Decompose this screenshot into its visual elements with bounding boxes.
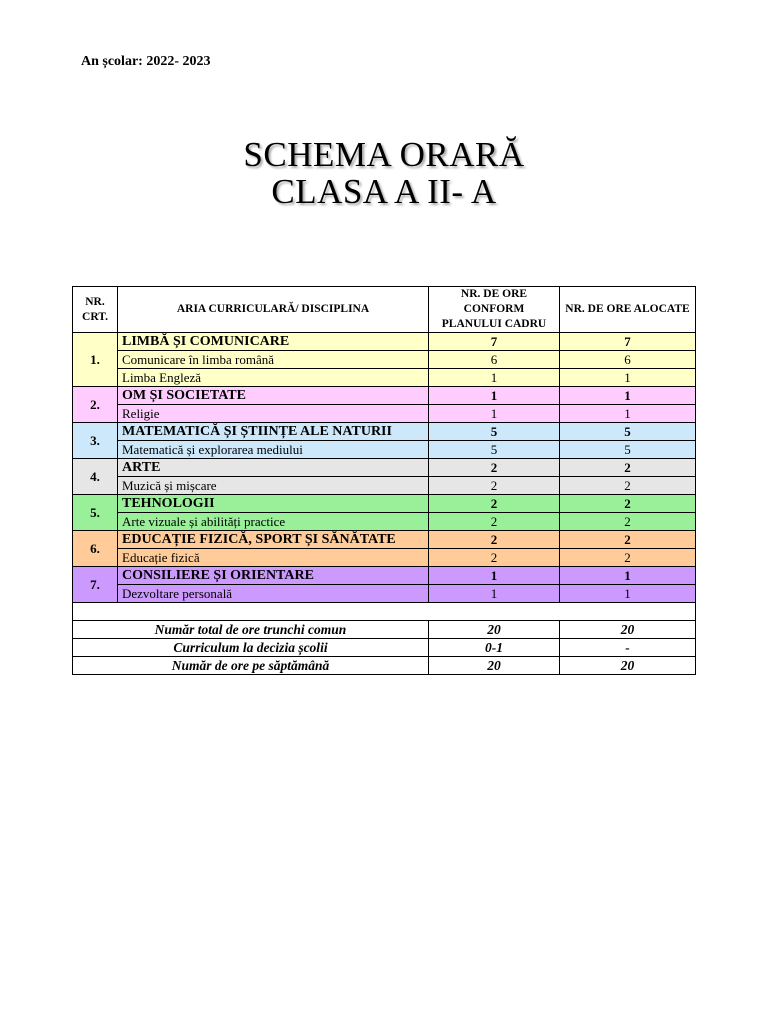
header-plan: NR. DE ORE CONFORM PLANULUI CADRU [429,287,560,333]
subject-row [73,513,696,531]
row-number: 4. [73,459,118,495]
row-number: 2. [73,387,118,423]
total-allocated-hours: - [560,639,696,657]
subject-row [73,441,696,459]
subject-allocated-hours: 1 [560,369,696,387]
total-allocated-hours: 20 [560,657,696,675]
area-row [73,531,696,549]
subject-name: Matematică și explorarea mediului [118,441,429,459]
total-plan-hours: 0-1 [429,639,560,657]
area-plan-hours: 7 [429,333,560,351]
total-row [73,621,696,639]
separator-cell [73,603,696,621]
header-nr: NR. CRT. [73,287,118,333]
area-row [73,423,696,441]
total-plan-hours: 20 [429,621,560,639]
subject-allocated-hours: 1 [560,585,696,603]
total-label: Număr total de ore trunchi comun [73,621,429,639]
schedule-table [72,286,696,675]
page-title [0,136,768,210]
area-allocated-hours: 2 [560,495,696,513]
school-year: An școlar: 2022- 2023 [81,54,211,69]
subject-allocated-hours: 2 [560,513,696,531]
total-label: Curriculum la decizia școlii [73,639,429,657]
area-name: OM ȘI SOCIETATE [118,387,429,405]
subject-name: Arte vizuale și abilități practice [118,513,429,531]
area-name: LIMBĂ ȘI COMUNICARE [118,333,429,351]
subject-allocated-hours: 2 [560,477,696,495]
header-allocated: NR. DE ORE ALOCATE [560,287,696,333]
area-allocated-hours: 1 [560,567,696,585]
subject-name: Dezvoltare personală [118,585,429,603]
subject-allocated-hours: 5 [560,441,696,459]
row-number: 3. [73,423,118,459]
area-row [73,387,696,405]
row-number: 7. [73,567,118,603]
subject-plan-hours: 1 [429,369,560,387]
row-number: 6. [73,531,118,567]
area-allocated-hours: 7 [560,333,696,351]
subject-plan-hours: 2 [429,549,560,567]
area-plan-hours: 5 [429,423,560,441]
area-plan-hours: 2 [429,459,560,477]
total-row [73,639,696,657]
area-row [73,495,696,513]
table-header-row [73,287,696,333]
subject-plan-hours: 1 [429,405,560,423]
subject-plan-hours: 2 [429,513,560,531]
subject-plan-hours: 1 [429,585,560,603]
header-area: ARIA CURRICULARĂ/ DISCIPLINA [118,287,429,333]
subject-row [73,351,696,369]
subject-plan-hours: 6 [429,351,560,369]
subject-name: Religie [118,405,429,423]
area-plan-hours: 1 [429,567,560,585]
row-number: 1. [73,333,118,387]
area-allocated-hours: 2 [560,459,696,477]
title-line-2: CLASA A II- A [271,172,497,211]
row-number: 5. [73,495,118,531]
area-name: TEHNOLOGII [118,495,429,513]
subject-plan-hours: 2 [429,477,560,495]
subject-row [73,369,696,387]
area-allocated-hours: 2 [560,531,696,549]
area-row [73,459,696,477]
area-plan-hours: 2 [429,531,560,549]
area-row [73,567,696,585]
area-allocated-hours: 5 [560,423,696,441]
separator-row [73,603,696,621]
total-label: Număr de ore pe săptămână [73,657,429,675]
total-plan-hours: 20 [429,657,560,675]
area-name: MATEMATICĂ ȘI ȘTIINȚE ALE NATURII [118,423,429,441]
area-row [73,333,696,351]
subject-name: Comunicare în limba română [118,351,429,369]
subject-row [73,585,696,603]
subject-allocated-hours: 2 [560,549,696,567]
subject-row [73,405,696,423]
subject-allocated-hours: 1 [560,405,696,423]
area-name: EDUCAȚIE FIZICĂ, SPORT ȘI SĂNĂTATE [118,531,429,549]
area-plan-hours: 1 [429,387,560,405]
subject-plan-hours: 5 [429,441,560,459]
title-line-1: SCHEMA ORARĂ [243,135,525,174]
area-plan-hours: 2 [429,495,560,513]
total-allocated-hours: 20 [560,621,696,639]
area-name: ARTE [118,459,429,477]
subject-name: Educație fizică [118,549,429,567]
subject-row [73,549,696,567]
subject-name: Muzică și mișcare [118,477,429,495]
subject-allocated-hours: 6 [560,351,696,369]
area-allocated-hours: 1 [560,387,696,405]
area-name: CONSILIERE ȘI ORIENTARE [118,567,429,585]
subject-name: Limba Engleză [118,369,429,387]
total-row [73,657,696,675]
subject-row [73,477,696,495]
